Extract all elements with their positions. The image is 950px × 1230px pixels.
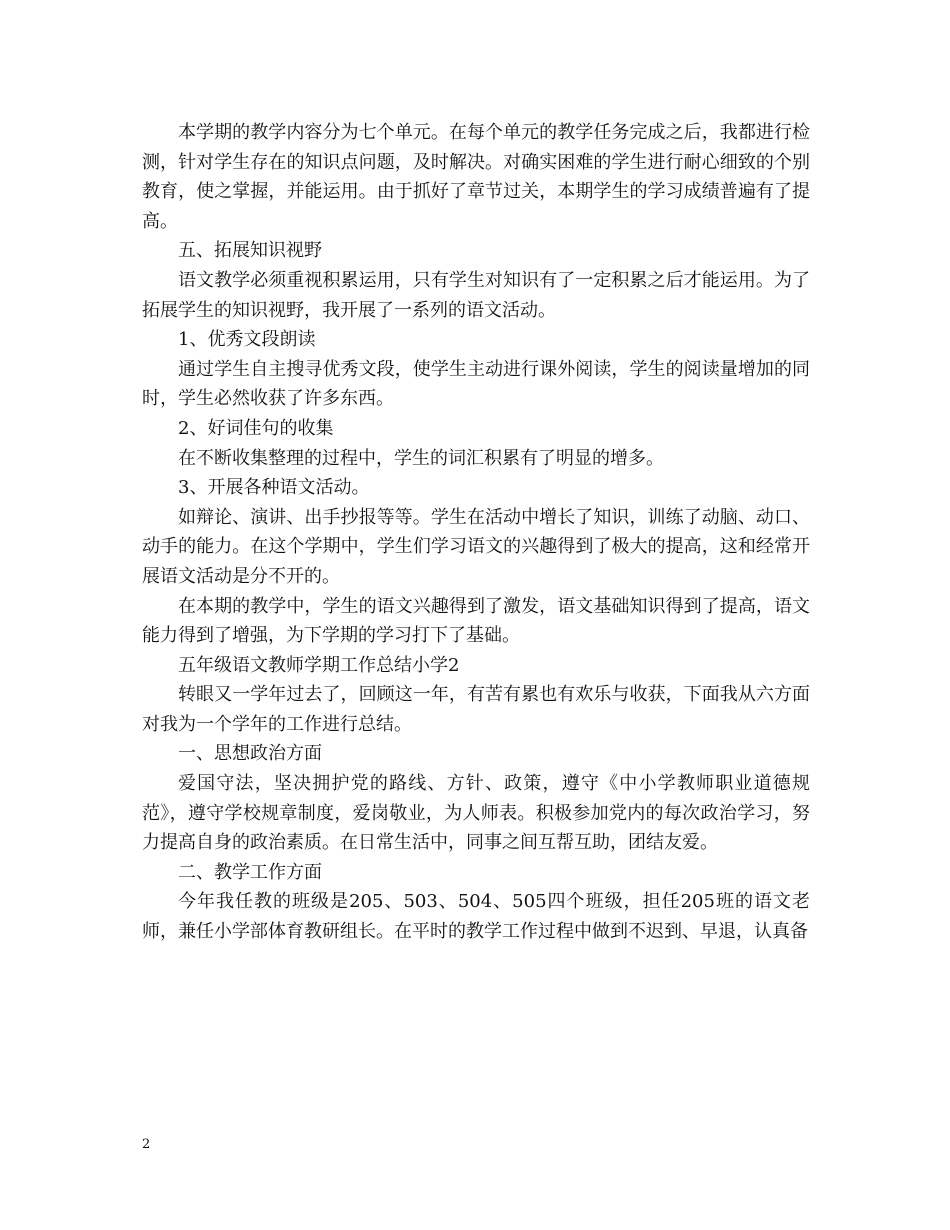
paragraph-unit-testing: 本学期的教学内容分为七个单元。在每个单元的教学任务完成之后，我都进行检测，针对学生存在的知识点问题，及时解决。对确实困难的学生进行耐心细致的个别教育，使之掌握，并能运用。由于抓好了章节过关，本期学生的学习成绩普遍有了提高。 [142, 122, 810, 232]
paragraph-accumulation: 语文教学必须重视积累运用，只有学生对知识有了一定积累之后才能运用。为了拓展学生的知识视野，我开展了一系列的语文活动。 [142, 269, 810, 321]
heading-teaching-work: 二、教学工作方面 [178, 861, 322, 883]
subheading-reading: 1、优秀文段朗读 [178, 329, 316, 351]
document-body [142, 118, 810, 947]
paragraph-teaching-work: 今年我任教的班级是205、503、504、505四个班级，担任205班的语文老师，兼任小学部体育教研组长。在平时的教学工作过程中做到不迟到、早退，认真备 [142, 891, 810, 943]
subheading-activities: 3、开展各种语文活动。 [178, 477, 370, 499]
paragraph-activities: 如辩论、演讲、出手抄报等等。学生在活动中增长了知识，训练了动脑、动口、动手的能力。在这个学期中，学生们学习语文的兴趣得到了极大的提高，这和经常开展语文活动是分不开的。 [142, 506, 810, 587]
paragraph-semester-result: 在本期的教学中，学生的语文兴趣得到了激发，语文基础知识得到了提高，语文能力得到了增强，为下学期的学习打下了基础。 [142, 595, 810, 647]
section-title-summary-2: 五年级语文教师学期工作总结小学2 [178, 654, 460, 676]
paragraph-intro: 转眼又一学年过去了，回顾这一年，有苦有累也有欢乐与收获，下面我从六方面对我为一个学年的工作进行总结。 [142, 684, 810, 735]
paragraph-reading: 通过学生自主搜寻优秀文段，使学生主动进行课外阅读，学生的阅读量增加的同时，学生必然收获了许多东西。 [142, 358, 810, 410]
page-number: 2 [142, 1137, 151, 1152]
paragraph-collection: 在不断收集整理的过程中，学生的词汇积累有了明显的增多。 [178, 447, 664, 469]
heading-expand-knowledge: 五、拓展知识视野 [178, 240, 322, 262]
paragraph-political: 爱国守法，坚决拥护党的路线、方针、政策，遵守《中小学教师职业道德规范》，遵守学校规章制度，爱岗敬业，为人师表。积极参加党内的每次政治学习，努力提高自身的政治素质。在日常生活中，同事之间互帮互助，团结友爱。 [142, 773, 810, 854]
subheading-collection: 2、好词佳句的收集 [178, 417, 334, 439]
heading-political: 一、思想政治方面 [178, 743, 322, 765]
